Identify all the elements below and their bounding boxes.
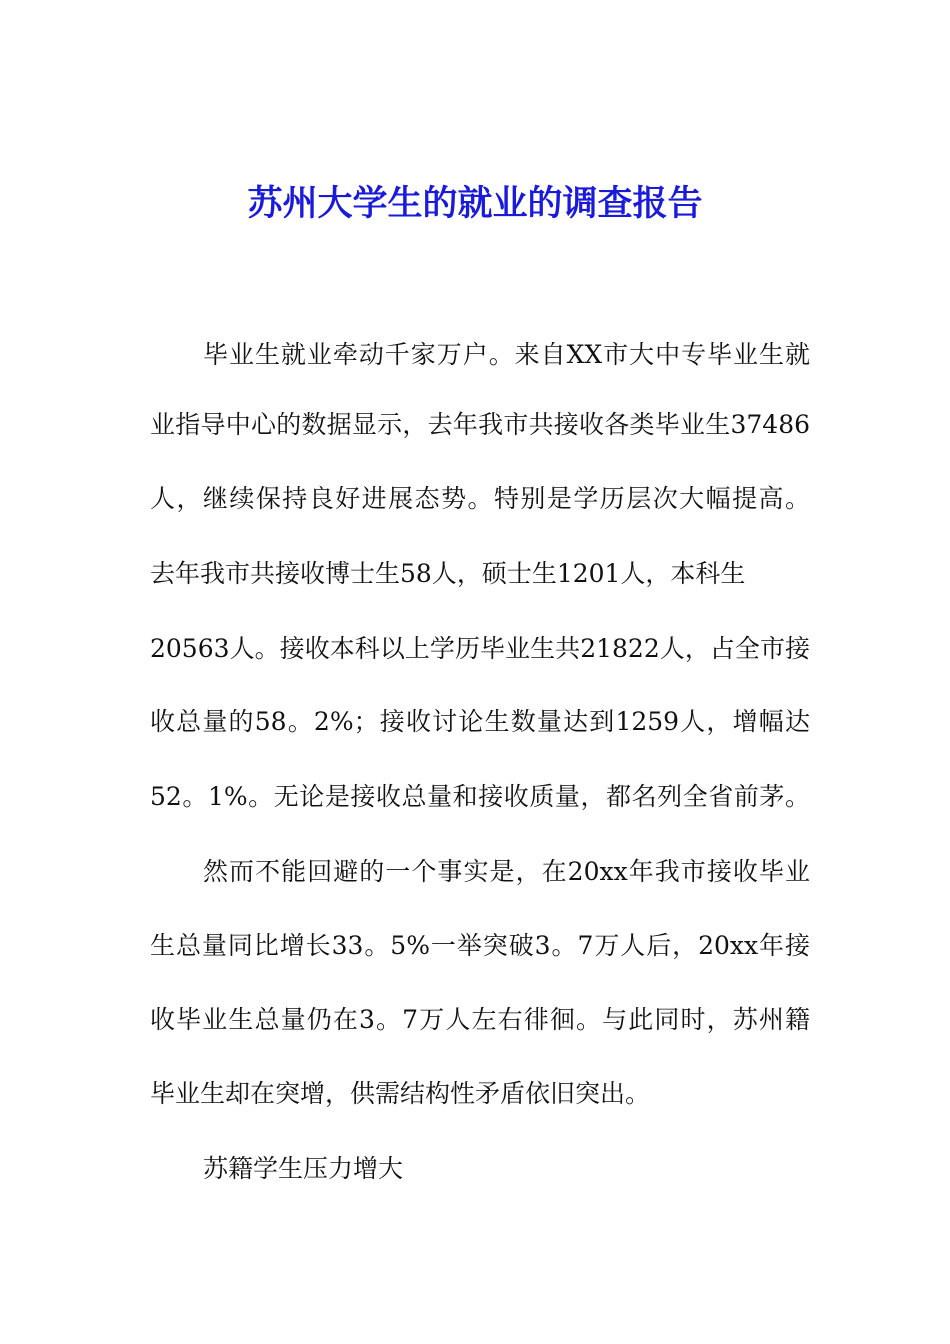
paragraph-1-line-7: 52。1%。无论是接收总量和接收质量，都名列全省前茅。: [150, 782, 810, 811]
paragraph-2-line-1: 然而不能回避的一个事实是，在20xx年我市接收毕业: [203, 857, 810, 886]
paragraph-2-line-4: 毕业生却在突增，供需结构性矛盾依旧突出。: [150, 1079, 651, 1108]
paragraph-1-line-3: 人，继续保持良好进展态势。特别是学历层次大幅提高。: [150, 484, 810, 513]
paragraph-1-line-1: 毕业生就业牵动千家万户。来自XX市大中专毕业生就: [203, 340, 810, 369]
paragraph-1-line-4: 去年我市共接收博士生58人，硕士生1201人，本科生: [150, 559, 746, 588]
paragraph-1-line-6: 收总量的58。2%；接收讨论生数量达到1259人，增幅达: [150, 707, 810, 736]
document-title: 苏州大学生的就业的调查报告: [247, 183, 703, 224]
paragraph-2-line-2: 生总量同比增长33。5%一举突破3。7万人后，20xx年接: [150, 931, 810, 960]
paragraph-2-line-3: 收毕业生总量仍在3。7万人左右徘徊。与此同时，苏州籍: [150, 1005, 810, 1034]
section-heading: 苏籍学生压力增大: [203, 1154, 404, 1183]
paragraph-1-line-5: 20563人。接收本科以上学历毕业生共21822人，占全市接: [150, 634, 810, 663]
paragraph-1-line-2: 业指导中心的数据显示，去年我市共接收各类毕业生37486: [150, 410, 810, 439]
